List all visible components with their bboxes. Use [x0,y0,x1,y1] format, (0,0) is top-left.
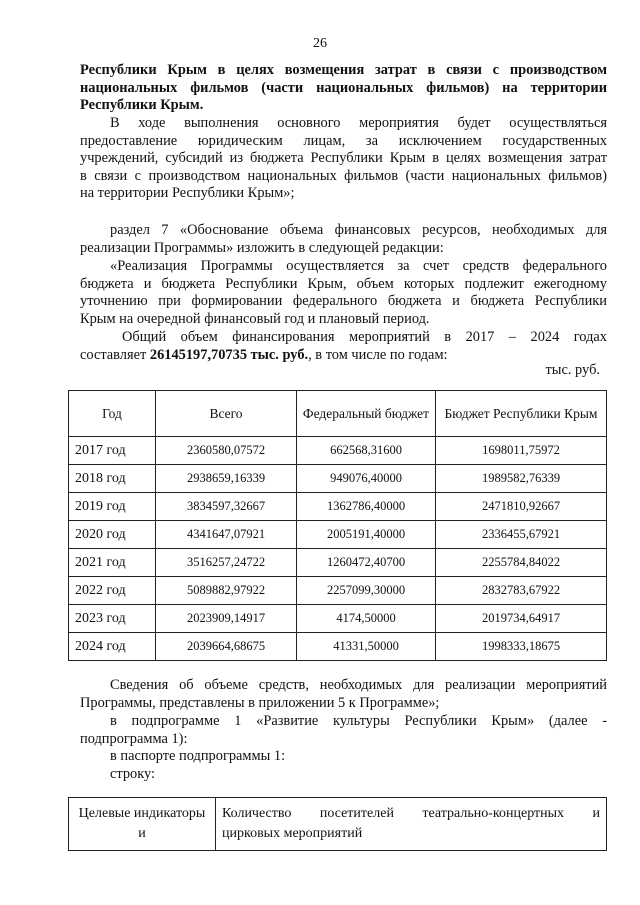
table-cell: 2023 год [69,605,156,633]
text-line: учреждений, субсидий из бюджета Республики Крым в целях возмещения затрат [80,150,607,167]
text-line: предоставление юридическим лицам, за исключением государственных [80,132,607,149]
text-fragment: составляет [80,346,150,363]
text-line: Программы, представлены в приложении 5 к Программе»; [80,694,440,711]
funding-paragraph [80,258,607,328]
text-line: «Реализация Программы осуществляется за счет средств федерального [110,258,607,274]
table-row [69,577,607,605]
text-line: Крым на очередной финансовый год и плановый период. [80,310,430,327]
text-line: Республики Крым. [80,97,204,114]
table-cell: 1989582,76339 [436,465,607,493]
total-amount: 26145197,70735 тыс. руб. [149,346,309,363]
table-row [69,798,607,851]
text-line: цирковых мероприятий [222,826,363,841]
unit-label: тыс. руб. [545,362,600,378]
text-line: бюджета и бюджета Республики Крым, объем которых подлежит ежегодному [80,275,607,292]
table-row [69,605,607,633]
table-cell: 2018 год [69,465,156,493]
table-cell: 2005191,40000 [297,521,436,549]
text-line: В ходе выполнения основного мероприятия будет осуществляться [110,115,607,131]
table-cell: 2024 год [69,633,156,661]
table-row [69,633,607,661]
table-row [69,521,607,549]
table-cell: 2336455,67921 [436,521,607,549]
table-row [69,549,607,577]
table-cell: 2938659,16339 [156,465,297,493]
table-cell: 3516257,24722 [156,549,297,577]
table-cell: 2017 год [69,437,156,465]
text-line: Количество посетителей театрально-концертных и [222,806,600,821]
column-header: Всего [156,391,297,437]
table-cell: 662568,31600 [297,437,436,465]
table-cell: 2019734,64917 [436,605,607,633]
indicator-label: Целевые индикаторы и [69,798,216,851]
table-cell: 2021 год [69,549,156,577]
subprogram-paragraph [80,713,607,748]
table-cell: 3834597,32667 [156,493,297,521]
text-line: подпрограмма 1): [80,730,188,747]
table-cell: 5089882,97922 [156,577,297,605]
table-cell: 1260472,40700 [297,549,436,577]
main-measure-paragraph [80,115,607,203]
table-cell: 41331,50000 [297,633,436,661]
table-cell: 4174,50000 [297,605,436,633]
table-cell: 2022 год [69,577,156,605]
table-cell: 2019 год [69,493,156,521]
table-cell: 2020 год [69,521,156,549]
section7-paragraph [80,222,607,257]
indicator-table [68,797,607,851]
text-line: в связи с производством национальных фильмов (части национальных фильмов) [80,167,607,184]
table-cell: 1362786,40000 [297,493,436,521]
table-cell: 1698011,75972 [436,437,607,465]
funding-table [68,390,607,661]
table-cell: 2832783,67922 [436,577,607,605]
total-funding-paragraph [80,329,607,364]
table-cell: 1998333,18675 [436,633,607,661]
text-line: национальных фильмов (части национальных фильмов) на территории [80,79,607,96]
column-header: Бюджет Республики Крым [436,391,607,437]
text-line: на территории Республики Крым»; [80,185,295,202]
table-cell: 949076,40000 [297,465,436,493]
table-header-row [69,391,607,437]
table-cell: 2471810,92667 [436,493,607,521]
column-header: Федеральный бюджет [297,391,436,437]
table-cell: 4341647,07921 [156,521,297,549]
table-row [69,465,607,493]
table-row [69,437,607,465]
text-line: в подпрограмме 1 «Развитие культуры Республики Крым» (далее - [110,713,607,729]
appendix-paragraph [80,677,607,712]
text-fragment: , в том числе по годам: [308,346,448,363]
text-line: уточнению при формировании федерального бюджета и бюджета Республики [80,293,607,310]
text-line: Сведения об объеме средств, необходимых для реализации мероприятий [110,677,607,693]
text-line: раздел 7 «Обоснование объема финансовых ресурсов, необходимых для [110,222,607,238]
table-cell: 2360580,07572 [156,437,297,465]
text-line: Республики Крым в целях возмещения затрат в связи с производством [80,62,607,78]
table-cell: 2255784,84022 [436,549,607,577]
table-cell: 2039664,68675 [156,633,297,661]
row-line: строку: [110,766,156,782]
text-line: реализации Программы» изложить в следующей редакции: [80,239,444,256]
passport-line: в паспорте подпрограммы 1: [110,748,286,764]
column-header: Год [69,391,156,437]
intro-paragraph [80,62,607,115]
table-row [69,493,607,521]
indicator-value [216,798,607,851]
table-cell: 2023909,14917 [156,605,297,633]
table-cell: 2257099,30000 [297,577,436,605]
page-number: 26 [313,36,327,51]
text-line: Общий объем финансирования мероприятий в 2017 – 2024 годах [122,329,607,345]
